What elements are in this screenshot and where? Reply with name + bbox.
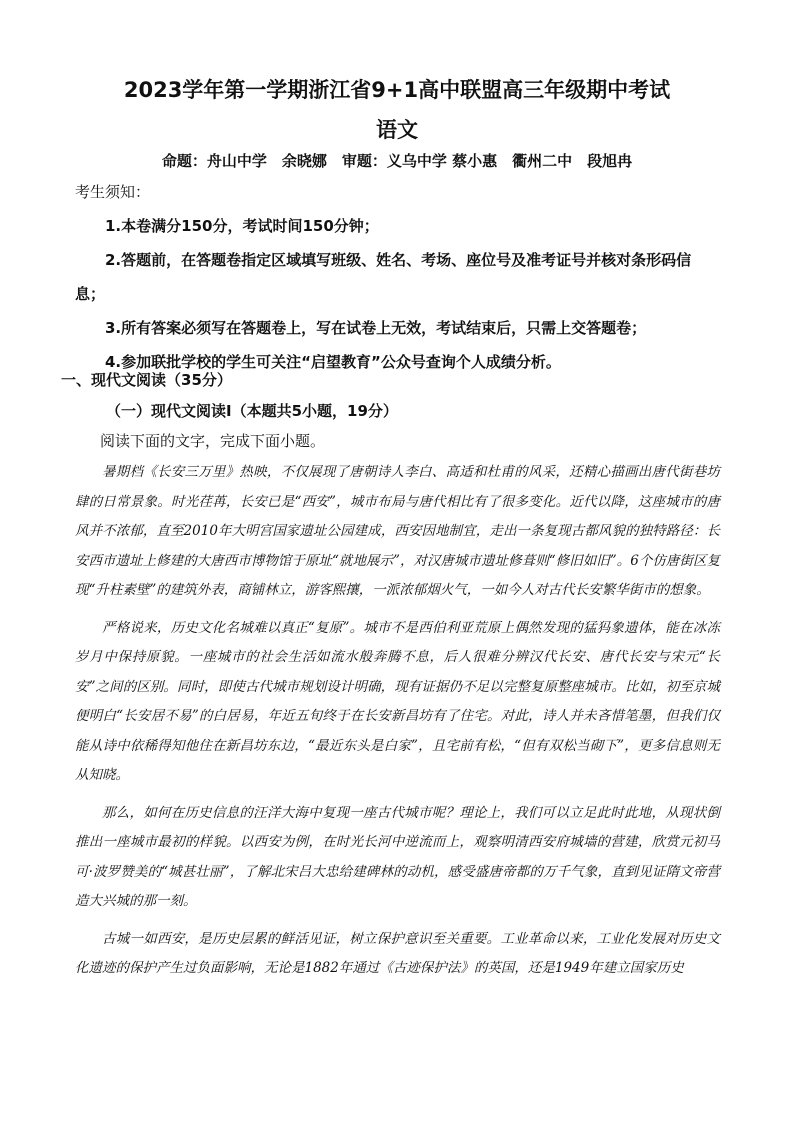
exam-authors: 命题：舟山中学 余晓娜 审题：义乌中学 蔡小惠 衢州二中 段旭冉	[161, 152, 633, 170]
notice-item: 2.答题前，在答题卷指定区域填写班级、姓名、考场、座位号及准考证号并核对条形码信息；	[75, 251, 692, 303]
notice-list	[75, 209, 720, 379]
notice-item: 4.参加联批学校的学生可关注“启望教育”公众号查询个人成绩分析。	[105, 353, 561, 371]
notice-label: 考生须知：	[75, 183, 151, 201]
notice-item: 1.本卷满分150分，考试时间150分钟；	[105, 217, 379, 235]
reading-instruction: 阅读下面的文字，完成下面小题。	[100, 432, 326, 450]
notice-item: 3.所有答案必须写在答题卷上，写在试卷上无效，考试结束后，只需上交答题卷；	[105, 319, 647, 337]
reading-passage	[75, 458, 720, 992]
exam-subject: 语文	[376, 118, 418, 142]
passage-paragraph: 那么，如何在历史信息的汪洋大海中复现一座古代城市呢？理论上，我们可以立足此时此地，从现状倒推出一座城市最初的样貌。以西安为例，在时光长河中逆流而上，观察明清西安府城墙的营建，欣赏元初马可·波罗赞美的“城甚壮丽”，了解北宋吕大忠给建碑林的动机，感受盛唐帝都的万千气象，直到见证隋文帝营造大兴城的那一刻。	[75, 804, 720, 909]
passage-paragraph: 古城一如西安，是历史层累的鲜活见证，树立保护意识至关重要。工业革命以来，工业化发展对历史文化遗迹的保护产生过负面影响，无论是1882年通过《古迹保护法》的英国，还是1949年建立国家历史	[75, 930, 720, 976]
passage-paragraph: 严格说来，历史文化名城难以真正“复原”。城市不是西伯利亚荒原上偶然发现的猛犸象遗体，能在冰冻岁月中保持原貌。一座城市的社会生活如流水般奔腾不息，后人很难分辨汉代长安、唐代长安与宋元“长安”之间的区别。同时，即使古代城市规划设计明确，现有证据仍不足以完整复原整座城市。比如，初至京城便明白“长安居不易”的白居易，年近五旬终于在长安新昌坊有了住宅。对此，诗人并未吝惜笔墨，但我们仅能从诗中依稀得知他住在新昌坊东边，“最近东头是白家”，且宅前有松，“但有双松当砌下”，更多信息则无从知晓。	[75, 619, 720, 783]
exam-title: 2023学年第一学期浙江省9+1高中联盟高三年级期中考试	[123, 78, 671, 102]
passage-paragraph: 暑期档《长安三万里》热映，不仅展现了唐朝诗人李白、高适和杜甫的风采，还精心描画出唐代街巷坊肆的日常景象。时光荏苒，长安已是“西安”，城市布局与唐代相比有了很多变化。近代以降，这座城市的唐风并不浓郁，直至2010年大明宫国家遗址公园建成，西安因地制宜，走出一条复现古都风貌的独特路径：长安西市遗址上修建的大唐西市博物馆于原址“就地展示”，对汉唐城市遗址修葺则“修旧如旧”。6个仿唐街区复现“升柱素壁”的建筑外表，商铺林立，游客熙攘，一派浓郁烟火气，一如今人对古代长安繁华街市的想象。	[75, 464, 720, 598]
section-heading: 一、现代文阅读（35分）	[61, 371, 232, 389]
subsection-heading: （一）现代文阅读Ⅰ（本题共5小题，19分）	[106, 402, 398, 420]
